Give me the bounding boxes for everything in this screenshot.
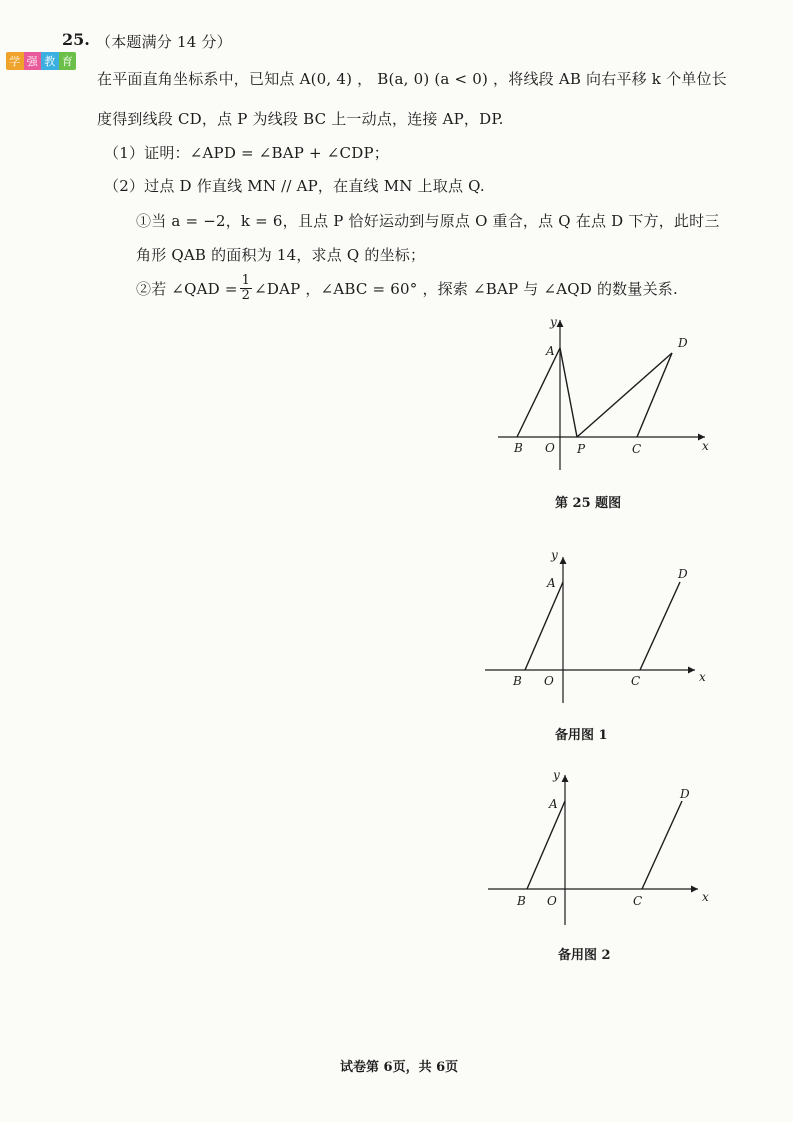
segment-AB [517, 348, 560, 437]
logo-char-4: 育 [59, 52, 77, 70]
figure-spare-2-caption: 备用图 2 [558, 948, 611, 963]
segment-CD [642, 801, 682, 889]
sub-question-2-suffix: ∠DAP ，∠ABC = 60° ，探索 ∠BAP 与 ∠AQD 的数量关系. [254, 280, 678, 298]
sub-question-1-line2: 角形 QAB 的面积为 14，求点 Q 的坐标； [136, 246, 426, 264]
label-P: P [577, 442, 586, 456]
label-A: A [547, 576, 556, 590]
fraction-denominator: 2 [241, 288, 251, 303]
question-number: 25. [62, 30, 90, 49]
logo-char-1: 学 [6, 52, 24, 70]
segment-AB [527, 801, 565, 889]
label-x: x [699, 670, 706, 684]
question-points: （本题满分 14 分） [96, 33, 232, 51]
label-C: C [632, 442, 642, 456]
label-B: B [517, 894, 526, 908]
label-D: D [678, 567, 688, 581]
label-C: C [633, 894, 643, 908]
sub-question-2-prefix: ②若 ∠QAD = [136, 280, 238, 298]
question-stem-line1: 在平面直角坐标系中，已知点 A(0, 4) ， B(a, 0) (a < 0) ，将线段 AB 向右平移 k 个单位长 [97, 70, 727, 88]
part-1: （1）证明：∠APD = ∠BAP + ∠CDP； [104, 144, 389, 162]
figure-main-caption: 第 25 题图 [555, 496, 622, 511]
label-O: O [545, 441, 555, 455]
sub-question-1-line1: ①当 a = −2，k = 6，且点 P 恰好运动到与原点 O 重合，点 Q 在点 D 下方，此时三 [136, 212, 720, 230]
segment-AP [560, 348, 577, 437]
segment-AB [525, 582, 563, 670]
label-O: O [544, 674, 554, 688]
figure-main [480, 310, 730, 480]
label-x: x [702, 439, 709, 453]
figure-spare-2 [480, 765, 730, 935]
label-A: A [546, 344, 555, 358]
label-B: B [514, 441, 523, 455]
label-D: D [678, 336, 688, 350]
page-footer: 试卷第 6页，共 6页 [340, 1060, 459, 1075]
fraction-numerator: 1 [241, 273, 251, 288]
label-C: C [631, 674, 641, 688]
label-A: A [549, 797, 558, 811]
question-stem-line2: 度得到线段 CD，点 P 为线段 BC 上一动点，连接 AP，DP. [97, 110, 504, 128]
segment-CD [637, 353, 672, 437]
label-y: y [550, 315, 557, 329]
label-B: B [513, 674, 522, 688]
segment-CD [640, 582, 680, 670]
logo-char-3: 教 [41, 52, 59, 70]
label-y: y [553, 768, 560, 782]
sub-question-2 [136, 274, 678, 303]
part-2: （2）过点 D 作直线 MN // AP，在直线 MN 上取点 Q. [104, 177, 485, 195]
label-x: x [702, 890, 709, 904]
logo-char-2: 强 [24, 52, 42, 70]
fraction [240, 274, 252, 303]
label-D: D [680, 787, 690, 801]
segment-PD [577, 353, 672, 437]
label-y: y [551, 548, 558, 562]
figure-spare-1 [480, 545, 730, 715]
label-O: O [547, 894, 557, 908]
figure-spare-1-caption: 备用图 1 [555, 728, 608, 743]
watermark-logo [6, 52, 76, 70]
